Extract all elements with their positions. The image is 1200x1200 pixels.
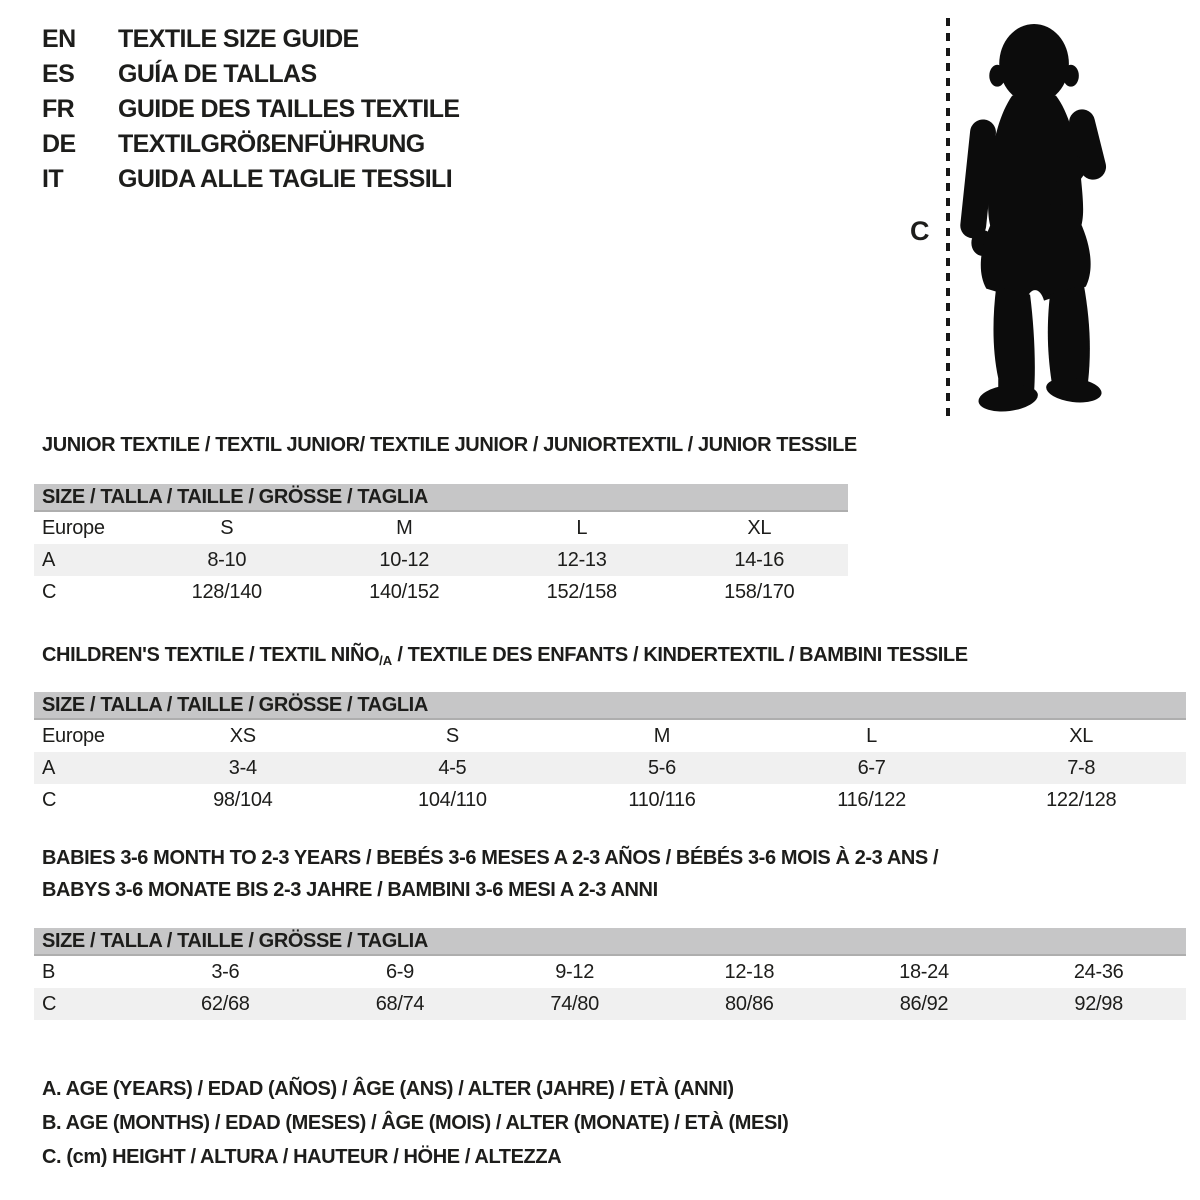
language-row-es — [42, 57, 460, 92]
table-row-europe — [34, 512, 848, 544]
table-row-height — [34, 988, 1186, 1020]
legend-line-a: A. AGE (YEARS) / EDAD (AÑOS) / ÂGE (ANS) / ALTER (JAHRE) / ETÀ (ANNI) — [42, 1078, 734, 1100]
table-cell: M — [396, 516, 413, 539]
table-row-months — [34, 956, 1186, 988]
children-section-heading — [42, 644, 968, 668]
table-cell: 6-7 — [857, 756, 886, 779]
table-cell: 9-12 — [555, 960, 595, 983]
children-heading-subscript: /A — [379, 653, 393, 668]
babies-heading-line1: BABIES 3-6 MONTH TO 2-3 YEARS / BEBÉS 3-6 MESES A 2-3 AÑOS / BÉBÉS 3-6 MOIS À 2-3 ANS / — [42, 847, 939, 869]
language-list — [42, 22, 460, 197]
table-cell: 4-5 — [438, 756, 467, 779]
size-header-label: SIZE / TALLA / TAILLE / GRÖSSE / TAGLIA — [42, 929, 428, 952]
table-row-age — [34, 544, 848, 576]
table-cell: 98/104 — [213, 788, 273, 811]
language-code: ES — [42, 60, 75, 88]
babies-heading-line2: BABYS 3-6 MONATE BIS 2-3 JAHRE / BAMBINI 3-6 MESI A 2-3 ANNI — [42, 879, 658, 901]
children-size-table — [34, 692, 1186, 816]
table-cell: S — [220, 516, 234, 539]
table-cell: L — [576, 516, 588, 539]
row-label: Europe — [42, 516, 105, 539]
table-cell: M — [653, 724, 671, 747]
children-heading-text: / TEXTILE DES ENFANTS / KINDERTEXTIL / BAMBINI TESSILE — [392, 644, 968, 666]
table-cell: 68/74 — [375, 992, 425, 1015]
row-label: Europe — [42, 724, 105, 747]
table-cell: 3-4 — [228, 756, 257, 779]
table-cell: 10-12 — [379, 548, 430, 571]
language-label: GUIDA ALLE TAGLIE TESSILI — [118, 165, 453, 193]
table-row-height — [34, 784, 1186, 816]
table-cell: 5-6 — [647, 756, 676, 779]
row-label: C — [42, 788, 57, 811]
measure-label-c: C — [910, 216, 930, 246]
row-label: B — [42, 960, 56, 983]
language-label: TEXTILGRÖßENFÜHRUNG — [118, 130, 425, 158]
babies-section-heading — [42, 842, 938, 906]
table-cell: 8-10 — [207, 548, 247, 571]
table-cell: 7-8 — [1067, 756, 1096, 779]
legend-line-c: C. (cm) HEIGHT / ALTURA / HAUTEUR / HÖHE / ALTEZZA — [42, 1146, 562, 1168]
table-cell: 6-9 — [385, 960, 414, 983]
table-cell: 128/140 — [191, 580, 262, 603]
row-label: A — [42, 756, 56, 779]
language-code: DE — [42, 130, 76, 158]
size-header-label: SIZE / TALLA / TAILLE / GRÖSSE / TAGLIA — [42, 693, 428, 716]
language-label: TEXTILE SIZE GUIDE — [118, 25, 359, 53]
language-row-en — [42, 22, 460, 57]
table-cell: 86/92 — [899, 992, 949, 1015]
language-code: EN — [42, 25, 76, 53]
table-cell: 80/86 — [725, 992, 774, 1015]
height-measure-line — [946, 18, 950, 416]
row-label: C — [42, 580, 57, 603]
junior-section-heading: JUNIOR TEXTILE / TEXTIL JUNIOR/ TEXTILE JUNIOR / JUNIORTEXTIL / JUNIOR TESSILE — [42, 434, 857, 456]
table-cell: 92/98 — [1074, 992, 1123, 1015]
table-cell: XL — [1069, 724, 1094, 747]
table-cell: 12-18 — [724, 960, 775, 983]
table-cell: 158/170 — [724, 580, 795, 603]
junior-size-table — [34, 484, 848, 608]
table-row-europe — [34, 720, 1186, 752]
children-heading-text: CHILDREN'S TEXTILE / TEXTIL NIÑO — [42, 644, 380, 666]
size-table-header — [34, 692, 1186, 720]
legend — [42, 1072, 788, 1174]
language-code: FR — [42, 95, 75, 123]
table-cell: 104/110 — [418, 788, 487, 811]
table-cell: 14-16 — [734, 548, 785, 571]
table-cell: 74/80 — [550, 992, 599, 1015]
size-table-header — [34, 928, 1186, 956]
language-row-it — [42, 162, 460, 197]
table-cell: 152/158 — [546, 580, 617, 603]
table-cell: 24-36 — [1073, 960, 1124, 983]
table-cell: L — [866, 724, 877, 747]
language-code: IT — [42, 165, 64, 193]
size-header-label: SIZE / TALLA / TAILLE / GRÖSSE / TAGLIA — [42, 485, 428, 508]
babies-size-table — [34, 928, 1186, 1020]
table-cell: 12-13 — [556, 548, 607, 571]
language-row-de — [42, 127, 460, 162]
row-label: C — [42, 992, 57, 1015]
table-cell: 62/68 — [201, 992, 250, 1015]
row-label: A — [42, 548, 56, 571]
legend-line-b: B. AGE (MONTHS) / EDAD (MESES) / ÂGE (MOIS) / ALTER (MONATE) / ETÀ (MESI) — [42, 1112, 789, 1134]
table-cell: XL — [747, 516, 772, 539]
baby-silhouette-icon — [953, 20, 1141, 418]
language-label: GUIDE DES TAILLES TEXTILE — [118, 95, 460, 123]
table-cell: 110/116 — [628, 788, 696, 811]
size-table-header — [34, 484, 848, 512]
language-label: GUÍA DE TALLAS — [118, 60, 317, 88]
table-row-height — [34, 576, 848, 608]
table-cell: 140/152 — [369, 580, 440, 603]
table-cell: 18-24 — [899, 960, 949, 983]
table-cell: XS — [229, 724, 256, 747]
table-cell: S — [445, 724, 459, 747]
table-cell: 3-6 — [211, 960, 240, 983]
table-row-age — [34, 752, 1186, 784]
language-row-fr — [42, 92, 460, 127]
table-cell: 122/128 — [1046, 788, 1117, 811]
table-cell: 116/122 — [837, 788, 906, 811]
